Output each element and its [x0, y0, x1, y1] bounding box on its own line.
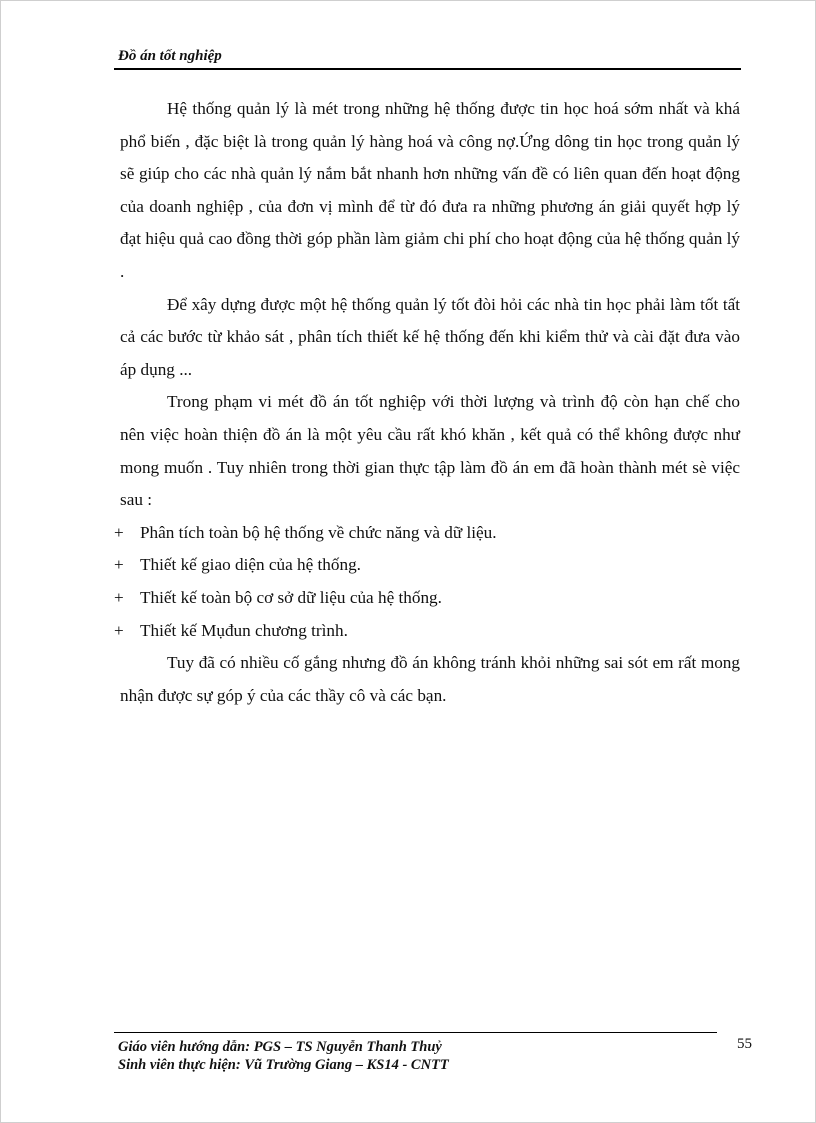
footer-student: Sinh viên thực hiện: Vũ Trường Giang – KS14 - CNTT — [118, 1057, 449, 1073]
plus-bullet-icon: + — [114, 555, 124, 575]
list-item — [114, 549, 740, 582]
page-number: 55 — [737, 1036, 752, 1052]
header-rule — [114, 68, 741, 70]
list-item — [114, 582, 740, 615]
plus-bullet-icon: + — [114, 620, 124, 640]
document-body — [114, 93, 740, 712]
plus-bullet-icon: + — [114, 522, 124, 542]
list-item — [114, 615, 740, 648]
header-title: Đồ án tốt nghiệp — [118, 48, 222, 64]
plus-bullet-icon: + — [114, 587, 124, 607]
list-item-text: Thiết kế toàn bộ cơ sở dữ liệu của hệ thống. — [140, 587, 442, 607]
task-list — [114, 517, 740, 647]
list-item-text: Thiết kế giao diện của hệ thống. — [140, 555, 361, 575]
list-item — [114, 517, 740, 550]
paragraph-intro: Hệ thống quản lý là mét trong những hệ thống được tin học hoá sớm nhất và khá phổ biến , đặc biệt là trong quản lý hàng hoá và công nợ.Ứng dông tin học trong quản lý sẽ giúp cho các nhà quản lý nắm bắt nhanh hơn những vấn đề có liên quan đến hoạt động của doanh nghiệp , của đơn vị mình để từ đó đưa ra những phương án giải quyết hợp lý đạt hiệu quả cao đồng thời góp phần làm giảm chi phí cho hoạt động của hệ thống quản lý . — [120, 99, 740, 281]
list-item-text: Thiết kế Mụđun chương trình. — [140, 620, 348, 640]
paragraph-requirements: Để xây dựng được một hệ thống quản lý tốt đòi hỏi các nhà tin học phải làm tốt tất cả các bước từ khảo sát , phân tích thiết kế hệ thống đến khi kiểm thử và cài đặt đưa vào áp dụng ... — [120, 294, 740, 379]
list-item-text: Phân tích toàn bộ hệ thống về chức năng và dữ liệu. — [140, 522, 497, 542]
footer-rule — [114, 1032, 717, 1033]
paragraph-closing: Tuy đã có nhiều cố gắng nhưng đồ án không tránh khỏi những sai sót em rất mong nhận được sự góp ý của các thầy cô và các bạn. — [120, 653, 740, 705]
paragraph-scope: Trong phạm vi mét đồ án tốt nghiệp với thời lượng và trình độ còn hạn chế cho nên việc hoàn thiện đồ án là một yêu cầu rất khó khăn , kết quả có thể không được như mong muốn . Tuy nhiên trong thời gian thực tập làm đồ án em đã hoàn thành mét sè việc sau : — [120, 392, 740, 510]
footer-advisor: Giáo viên hướng dẫn: PGS – TS Nguyễn Thanh Thuỷ — [118, 1039, 442, 1055]
